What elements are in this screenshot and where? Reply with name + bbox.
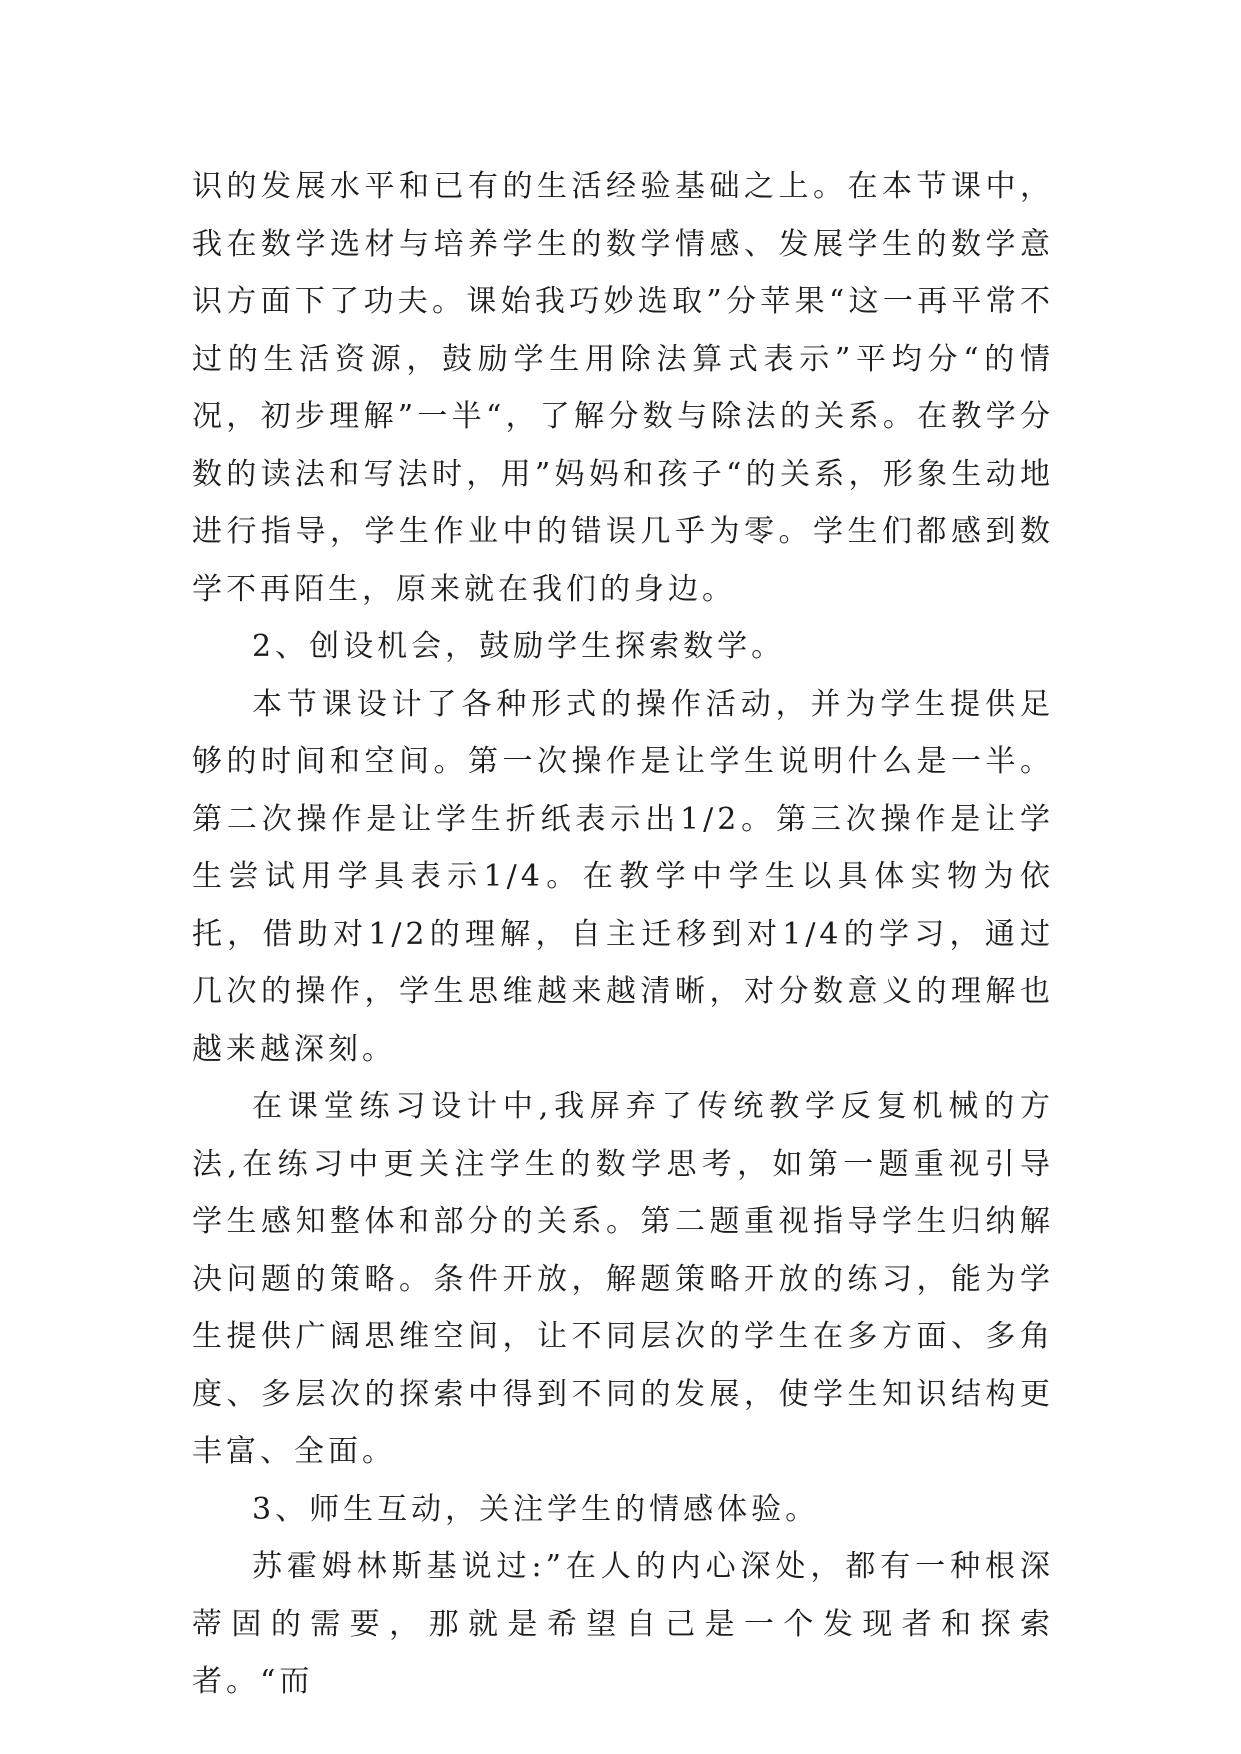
document-body (192, 158, 1054, 1711)
paragraph-1: 识的发展水平和已有的生活经验基础之上。在本节课中，我在数学选材与培养学生的数学情感、发展学生的数学意识方面下了功夫。课始我巧妙选取”分苹果“这一再平常不过的生活资源，鼓励学生用除法算式表示”平均分“的情况，初步理解”一半“，了解分数与除法的关系。在教学分数的读法和写法时，用”妈妈和孩子“的关系，形象生动地进行指导，学生作业中的错误几乎为零。学生们都感到数学不再陌生，原来就在我们的身边。 (192, 169, 1054, 607)
section-heading-2: 2、创设机会，鼓励学生探索数学。 (252, 629, 786, 664)
section-heading-3: 3、师生互动，关注学生的情感体验。 (252, 1491, 820, 1527)
paragraph-3: 在课堂练习设计中,我屏弃了传统教学反复机械的方法,在练习中更关注学生的数学思考，如第一题重视引导学生感知整体和部分的关系。第二题重视指导学生归纳解决问题的策略。条件开放，解题策略开放的练习，能为学生提供广阔思维空间，让不同层次的学生在多方面、多角度、多层次的探索中得到不同的发展，使学生知识结构更丰富、全面。 (192, 1089, 1054, 1469)
paragraph-2: 本节课设计了各种形式的操作活动，并为学生提供足够的时间和空间。第一次操作是让学生说明什么是一半。第二次操作是让学生折纸表示出1/2。第三次操作是让学生尝试用学具表示1/4。在教学中学生以具体实物为依托，借助对1/2的理解，自主迁移到对1/4的学习，通过几次的操作，学生思维越来越清晰，对分数意义的理解也越来越深刻。 (192, 686, 1054, 1067)
paragraph-4: 苏霍姆林斯基说过:”在人的内心深处，都有一种根深蒂固的需要，那就是希望自己是一个发现者和探索者。“而 (192, 1549, 1054, 1699)
